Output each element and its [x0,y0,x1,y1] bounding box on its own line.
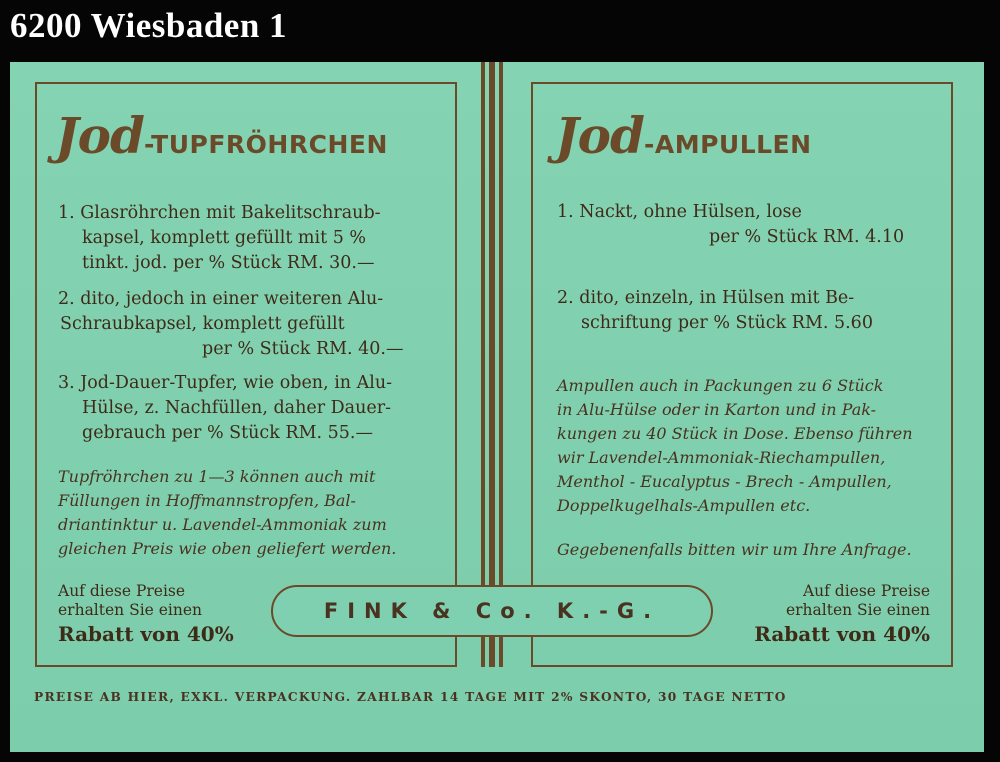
left-note-line-2: Füllungen in Hoffmannstropfen, Bal- [58,491,356,510]
right-note-2 [557,538,912,562]
right-item-2 [557,286,929,336]
left-note-line-4: gleichen Preis wie oben geliefert werden. [58,539,397,558]
right-item-1-line-2: per % Stück RM. 4.10 [709,227,905,247]
left-heading-script: Jod [55,106,144,165]
left-item-3-line-3: gebrauch per % Stück RM. 55.— [82,423,373,443]
right-note-line-4: wir Lavendel-Ammoniak-Riechampullen, [557,448,886,467]
right-note-2-line: Gegebenenfalls bitten wir um Ihre Anfrage. [557,540,912,559]
right-note-line-2: in Alu-Hülse oder in Karton und in Pak- [557,400,877,419]
right-rabatt-line-1: Auf diese Preise [802,582,930,600]
left-heading [55,106,388,165]
left-item-2-line-2: Schraubkapsel, komplett gefüllt [60,314,345,334]
right-note-line-5: Menthol - Eucalyptus - Brech - Ampullen, [557,472,892,491]
right-rabatt [740,582,930,648]
right-note [557,374,913,518]
left-rabatt-line-3: Rabatt von 40% [58,622,234,646]
left-item-1-line-1: 1. Glasröhrchen mit Bakelitschraub- [58,203,381,223]
left-rabatt-line-2: erhalten Sie einen [58,601,203,619]
right-note-line-3: kungen zu 40 Stück in Dose. Ebenso führen [557,424,913,443]
left-item-3-line-2: Hülse, z. Nachfüllen, daher Dauer- [82,398,392,418]
left-item-2-line-3: per % Stück RM. 40.— [202,339,404,359]
right-item-1 [557,200,929,250]
center-divider [481,62,503,667]
left-rabatt [58,582,234,648]
left-item-1-line-3: tinkt. jod. per % Stück RM. 30.— [82,253,375,273]
firm-name-box [271,585,713,637]
right-heading-caps: -AMPULLEN [643,130,812,159]
left-item-3-line-1: 3. Jod-Dauer-Tupfer, wie oben, in Alu- [58,373,393,393]
left-heading-caps: -TUPFRÖHRCHEN [143,130,388,159]
right-note-line-1: Ampullen auch in Packungen zu 6 Stück [557,376,884,395]
right-rabatt-line-2: erhalten Sie einen [785,601,930,619]
right-rabatt-line-3: Rabatt von 40% [754,622,930,646]
left-rabatt-line-1: Auf diese Preise [58,582,186,600]
left-item-2 [58,287,430,362]
right-item-1-line-1: 1. Nackt, ohne Hülsen, lose [557,202,802,222]
right-heading-script: Jod [555,106,644,165]
right-item-2-line-2: schriftung per % Stück RM. 5.60 [581,313,873,333]
left-item-1-line-2: kapsel, komplett gefüllt mit 5 % [82,228,367,248]
firm-name: FINK & Co. K.-G. [323,599,661,623]
right-heading [555,106,812,165]
left-note [58,465,396,561]
left-note-line-1: Tupfröhrchen zu 1—3 können auch mit [58,467,376,486]
left-item-3 [58,371,430,446]
right-item-2-line-1: 2. dito, einzeln, in Hülsen mit Be- [557,288,855,308]
footer-terms: PREISE AB HIER, EXKL. VERPACKUNG. ZAHLBAR 14 TAGE MIT 2% SKONTO, 30 TAGE NETTO [34,690,787,704]
image-caption: 6200 Wiesbaden 1 [10,6,288,45]
right-note-line-6: Doppelkugelhals-Ampullen etc. [557,496,811,515]
left-note-line-3: driantinktur u. Lavendel-Ammoniak zum [58,515,387,534]
left-item-2-line-1: 2. dito, jedoch in einer weiteren Alu- [58,289,384,309]
left-item-1 [58,201,430,276]
